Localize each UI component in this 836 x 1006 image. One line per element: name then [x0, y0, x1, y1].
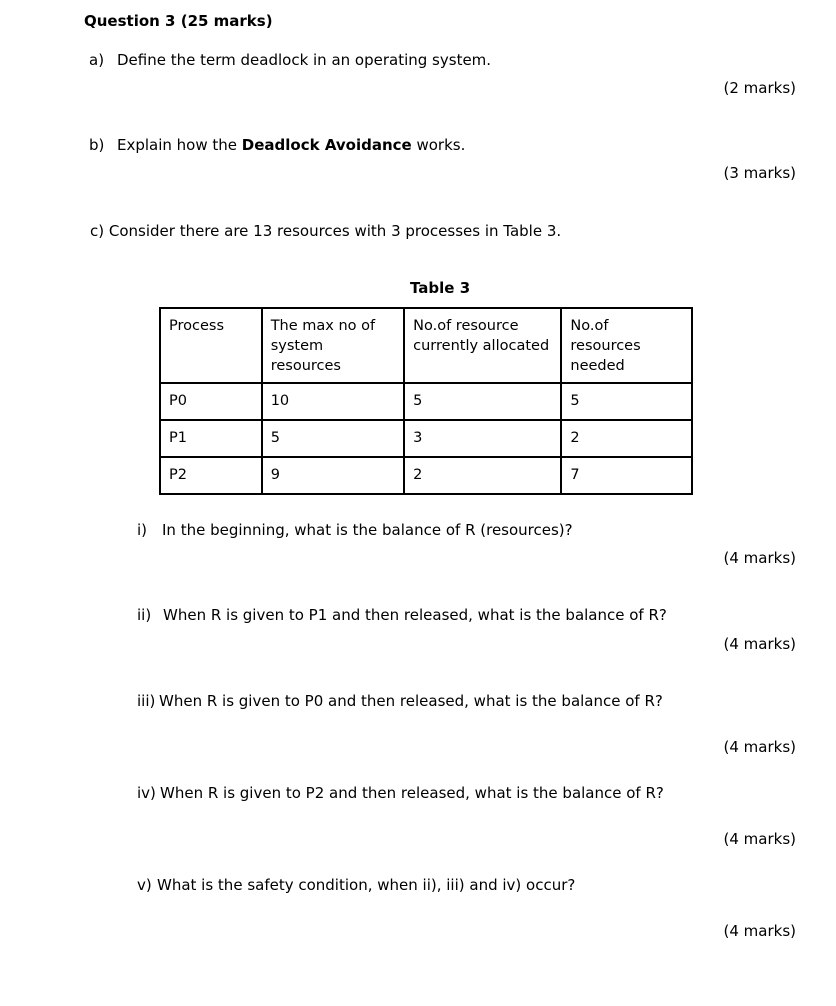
table-caption: Table 3	[410, 279, 471, 297]
table-row	[160, 383, 692, 420]
table-header-cell: The max no of system resources	[262, 308, 404, 383]
subquestion-iv-label: iv)	[137, 784, 156, 802]
subquestion-v-text: What is the safety condition, when ii), iii) and iv) occur?	[157, 876, 576, 894]
subquestion-ii-label: ii)	[137, 606, 152, 624]
table-cell: 9	[262, 457, 404, 494]
subquestion-iv-text: When R is given to P2 and then released, what is the balance of R?	[160, 784, 664, 802]
resource-table	[159, 307, 693, 495]
table-header-cell: No.of resources needed	[561, 308, 692, 383]
table-cell: 3	[404, 420, 561, 457]
table-cell: P0	[160, 383, 262, 420]
part-b-text	[117, 136, 465, 154]
subquestion-v-marks: (4 marks)	[723, 922, 796, 940]
subquestion-ii-text: When R is given to P1 and then released, what is the balance of R?	[163, 606, 667, 624]
part-b-text-post: works.	[411, 136, 466, 154]
table-cell: 2	[561, 420, 692, 457]
part-b-text-pre: Explain how the	[117, 136, 242, 154]
subquestion-ii-marks: (4 marks)	[723, 635, 796, 653]
subquestion-iii-label: iii)	[137, 692, 156, 710]
part-b-marks: (3 marks)	[723, 164, 796, 182]
table-header-cell: Process	[160, 308, 262, 383]
table-cell: 10	[262, 383, 404, 420]
table-row	[160, 420, 692, 457]
table-row	[160, 457, 692, 494]
subquestion-iii-text: When R is given to P0 and then released, what is the balance of R?	[159, 692, 663, 710]
table-cell: P1	[160, 420, 262, 457]
subquestion-v-label: v)	[137, 876, 152, 894]
subquestion-i-marks: (4 marks)	[723, 549, 796, 567]
question-title: Question 3 (25 marks)	[84, 12, 273, 30]
subquestion-i-label: i)	[137, 521, 148, 539]
part-b-label: b)	[89, 136, 105, 154]
table-cell: P2	[160, 457, 262, 494]
part-a-text: Define the term deadlock in an operating system.	[117, 51, 492, 69]
table-header-cell: No.of resource currently allocated	[404, 308, 561, 383]
subquestion-i-text: In the beginning, what is the balance of R (resources)?	[162, 521, 573, 539]
part-b-text-bold: Deadlock Avoidance	[241, 136, 412, 154]
table-cell: 5	[561, 383, 692, 420]
table-cell: 2	[404, 457, 561, 494]
table-cell: 5	[262, 420, 404, 457]
table-cell: 7	[561, 457, 692, 494]
table-cell: 5	[404, 383, 561, 420]
part-a-label: a)	[89, 51, 105, 69]
table-header-row	[160, 308, 692, 383]
subquestion-iv-marks: (4 marks)	[723, 830, 796, 848]
part-a-marks: (2 marks)	[723, 79, 796, 97]
subquestion-iii-marks: (4 marks)	[723, 738, 796, 756]
part-c-text: c) Consider there are 13 resources with 3 processes in Table 3.	[90, 222, 562, 240]
